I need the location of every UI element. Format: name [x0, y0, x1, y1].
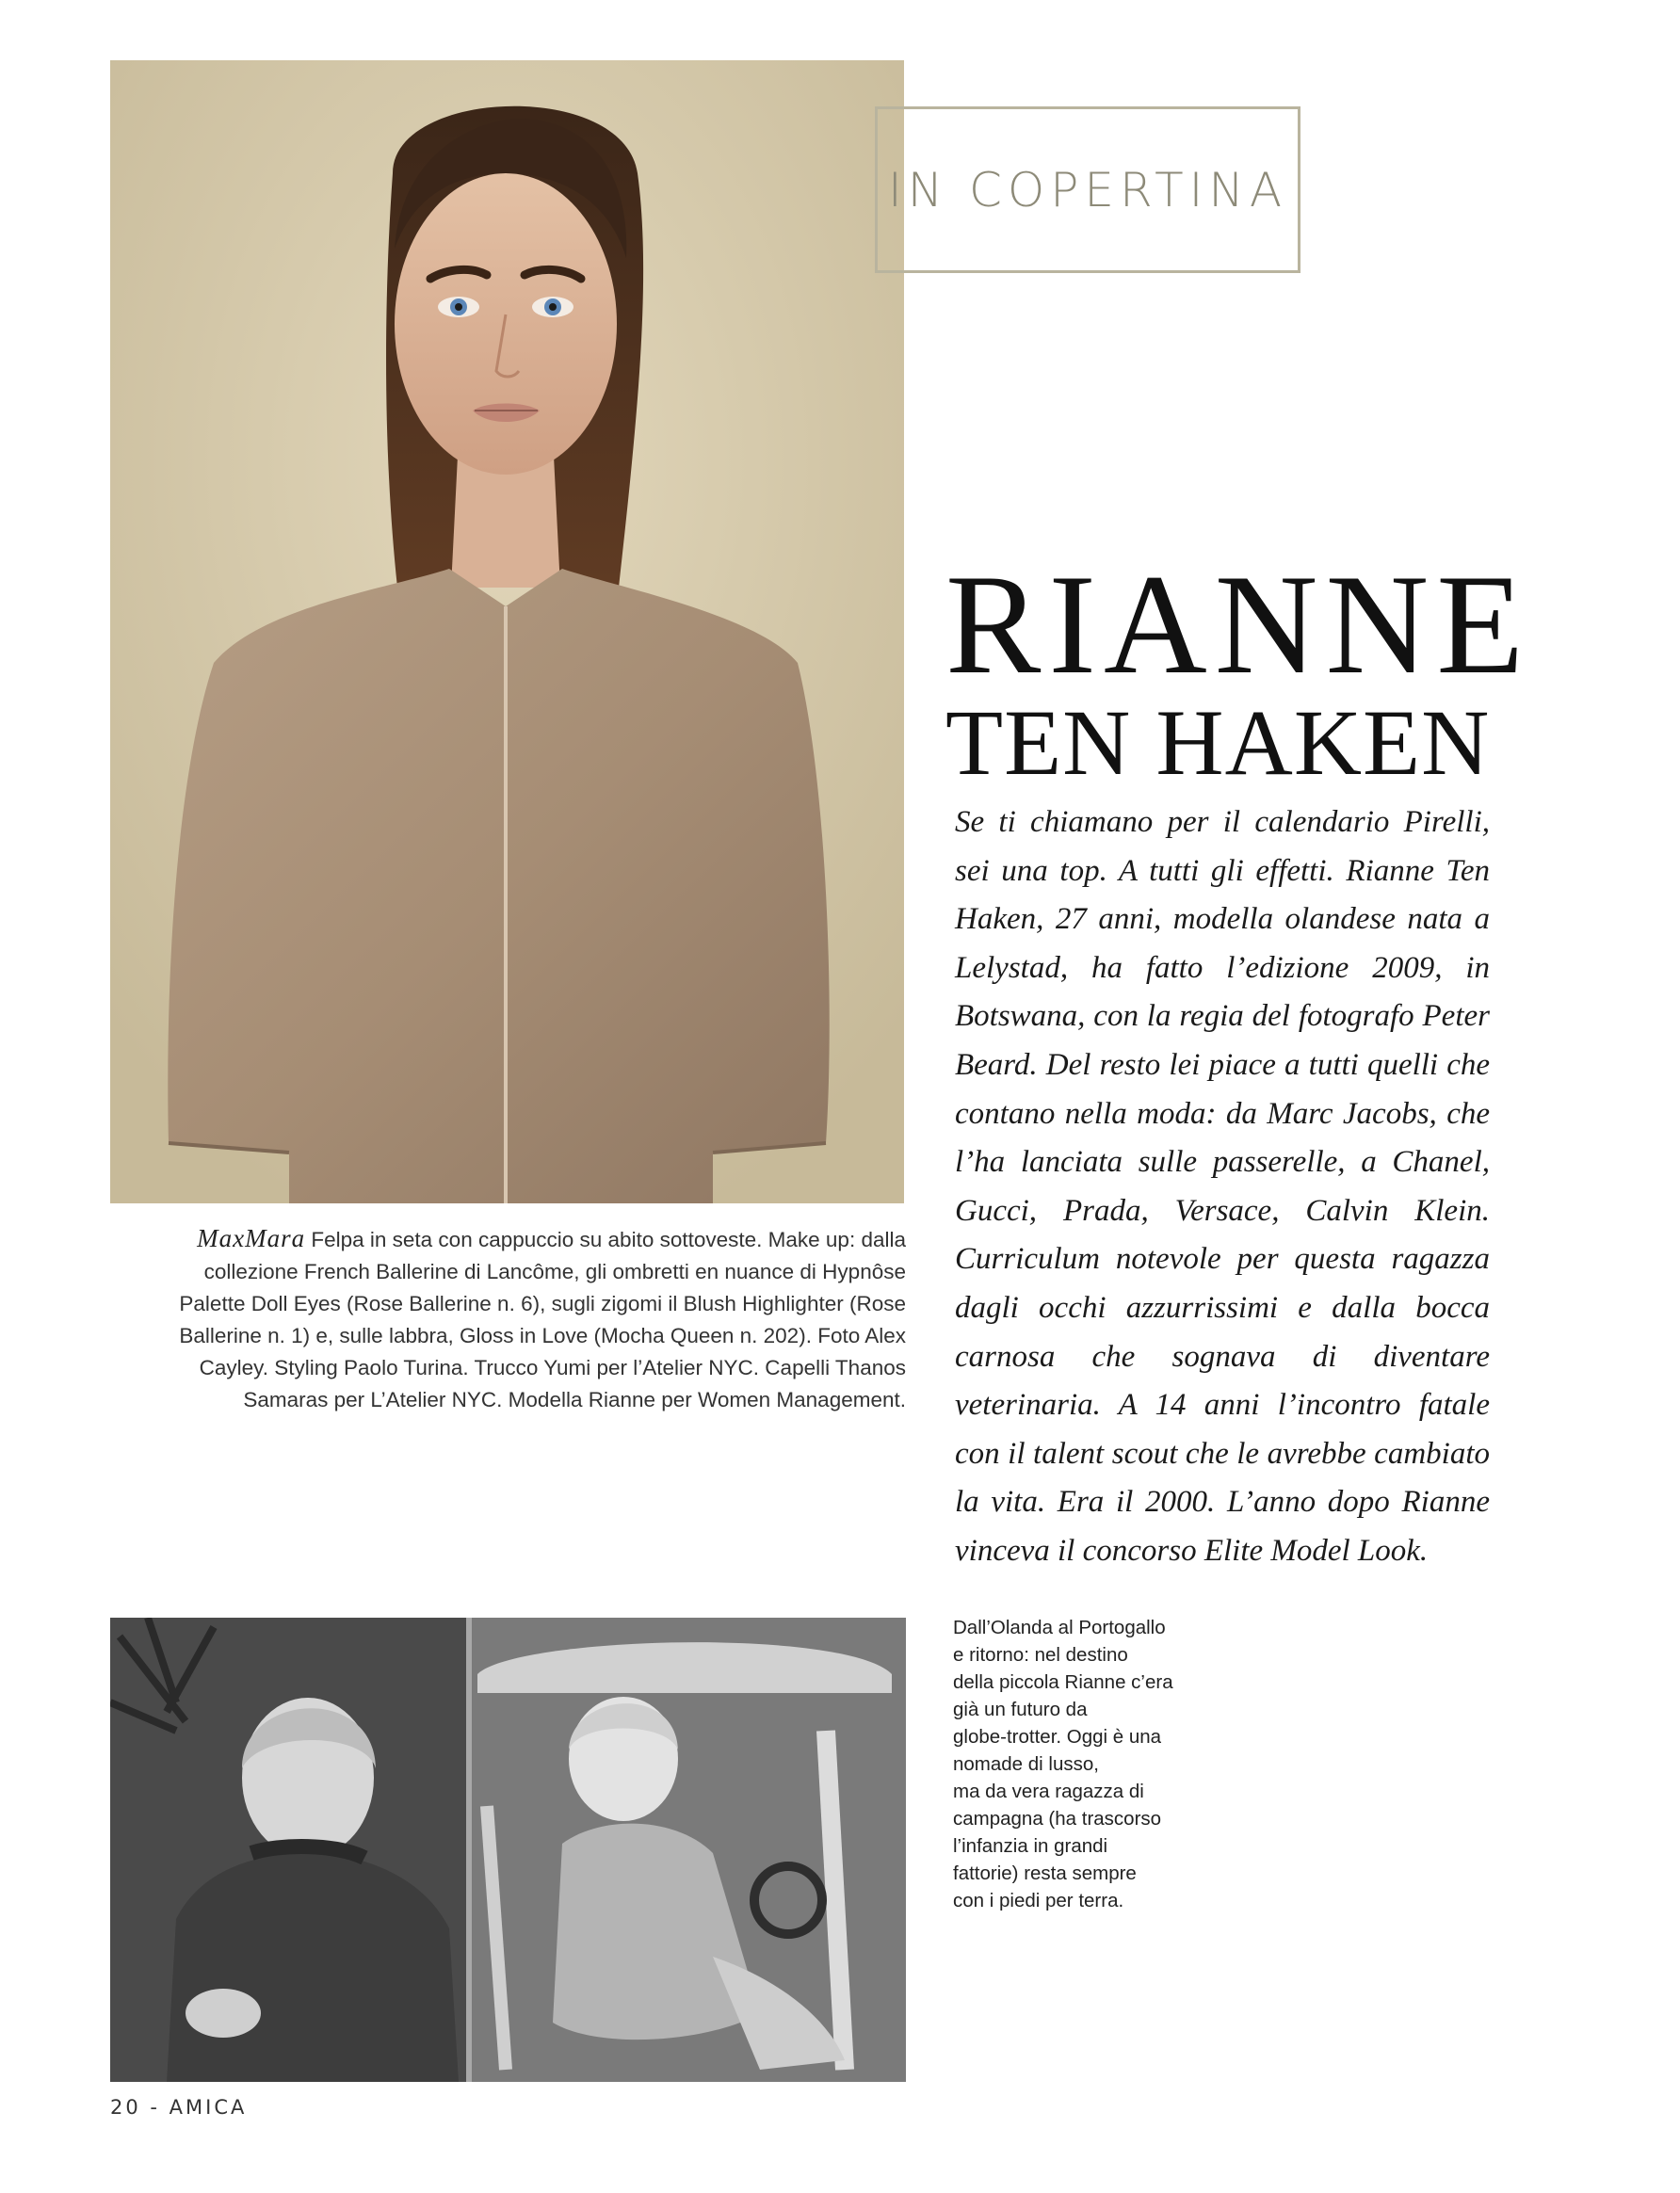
caption-brand: MaxMara: [197, 1224, 306, 1252]
headline: [945, 545, 1532, 795]
childhood-caption: Dall’Olanda al Portogallo e ritorno: nel destino della piccola Rianne c’era già un futuro da globe-trotter. Oggi è una nomade di lusso, ma da vera ragazza di campagna (ha trascorso l’infanzia in grandi fattorie) resta sempre con i piedi per terra.: [953, 1617, 1173, 1911]
caption-text: Felpa in seta con cappuccio su abito sottoveste. Make up: dalla collezione French Ballerine di Lancôme, gli ombretti en nuance di Hypnôse Palette Doll Eyes (Rose Ballerine n. 6), sugli zigomi il Blush Highlighter (Rose Ballerine n. 1) e, sulle labbra, Gloss in Love (Mocha Queen n. 202). Foto Alex Cayley. Styling Paolo Turina. Trucco Yumi per l’Atelier NYC. Capelli Thanos Samaras per L’Atelier NYC. Modella Rianne per Women Management.: [179, 1228, 906, 1411]
childhood-photo-illustration: [110, 1618, 906, 2082]
page-folio: 20 - AMICA: [110, 2096, 248, 2119]
model-portrait-illustration: [110, 60, 904, 1203]
cover-photo: [110, 60, 904, 1203]
childhood-photo: [110, 1618, 906, 2082]
section-label-box: [875, 106, 1300, 273]
headline-last-name: TEN HAKEN: [945, 690, 1491, 795]
intro-paragraph: Se ti chiamano per il calendario Pirelli, sei una top. A tutti gli effetti. Rianne Ten Haken, 27 anni, modella olandese nata a Lelystad, ha fatto l’edizione 2009, in Botswana, con la regia del fotografo Peter Beard. Del resto lei piace a tutti quelli che contano nella moda: da Marc Jacobs, che l’ha lanciata sulle passerelle, a Chanel, Gucci, Prada, Versace, Calvin Klein. Curriculum notevole per questa ragazza dagli occhi azzurrissimi e dalla bocca carnosa che sognava di diventare veterinaria. A 14 anni l’incontro fatale con il talent scout che le avrebbe cambiato la vita. Era il 2000. L’anno dopo Rianne vinceva il concorso Elite Model Look.: [955, 805, 1490, 1568]
photo-credits-caption: [175, 1222, 906, 1416]
headline-first-name: RIANNE: [945, 545, 1532, 703]
section-label: IN COPERTINA: [887, 162, 1288, 218]
